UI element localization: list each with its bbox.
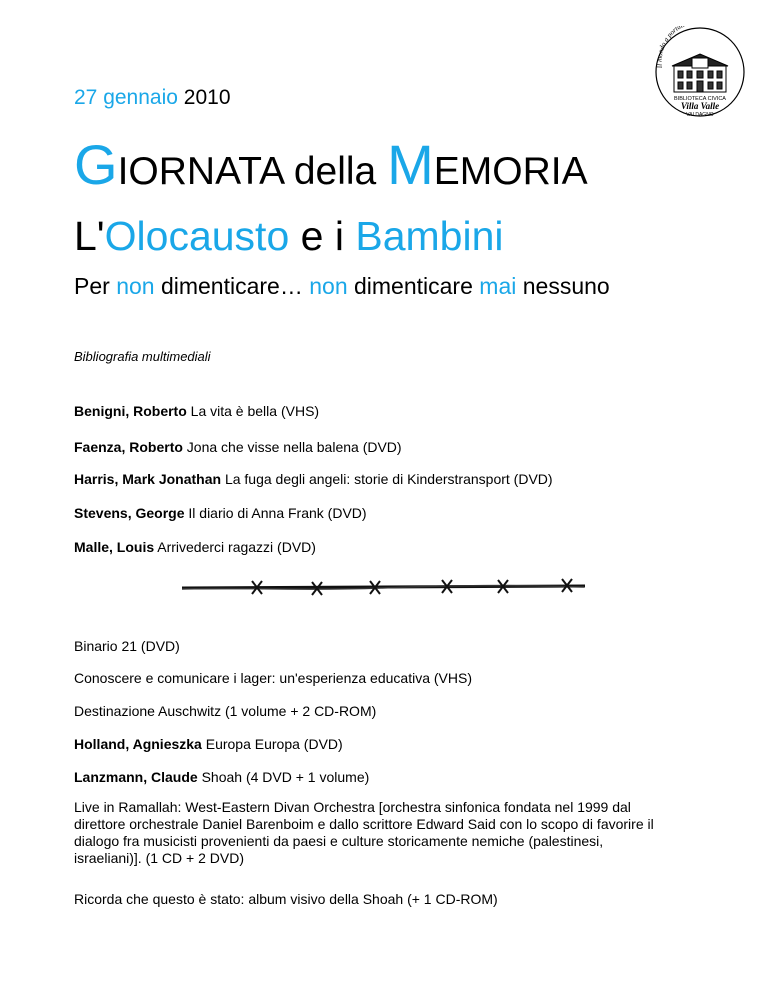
entry-author: Benigni, Roberto <box>74 403 187 419</box>
entry-title: Binario 21 (DVD) <box>74 638 180 654</box>
tagline-mai: mai <box>479 273 517 299</box>
title-initial-g: G <box>74 133 118 196</box>
list-item <box>74 670 472 686</box>
title-word-iornata: IORNATA <box>117 150 283 193</box>
date-day: 27 <box>74 86 98 109</box>
entry-author: Harris, Mark Jonathan <box>74 471 222 487</box>
tagline-dimenticare-1: dimenticare… <box>160 273 303 299</box>
entry-title: Conoscere e comunicare i lager: un'esperienza educativa (VHS) <box>74 670 472 686</box>
tagline-non-2: non <box>309 273 348 299</box>
list-item <box>74 736 343 752</box>
entry-author: Holland, Agnieszka <box>74 736 202 752</box>
entry-title: Destinazione Auschwitz (1 volume + 2 CD-ROM) <box>74 703 377 719</box>
entry-title: Arrivederci ragazzi (DVD) <box>154 539 316 555</box>
barbed-wire-icon <box>180 574 585 607</box>
title-word-della: della <box>293 150 377 193</box>
event-date <box>74 86 231 110</box>
date-year: 2010 <box>183 86 231 109</box>
list-item <box>74 471 553 487</box>
entry-author: Lanzmann, Claude <box>74 769 198 785</box>
title-word-emoria: EMORIA <box>433 150 588 193</box>
page-subtitle <box>74 213 504 260</box>
date-month: gennaio <box>103 86 178 109</box>
list-item-live-in-ramallah: Live in Ramallah: West-Eastern Divan Orchestra [orchestra sinfonica fondata nel 1999 dal direttore orchestrale Daniel Barenboim e dallo scrittore Edward Said con lo scopo di favorire il dialogo fra musicisti provenienti da paesi e culture storicamente nemiche (palestinesi, israeliani)]. (1 CD + 2 DVD) <box>74 799 654 866</box>
list-item <box>74 439 402 455</box>
tagline-non-1: non <box>116 273 155 299</box>
title2-bambini: Bambini <box>355 213 504 259</box>
title2-ei: e i <box>300 213 344 259</box>
logo-arc-text: Il mondo a porta <box>655 26 683 69</box>
entry-author: Faenza, Roberto <box>74 439 183 455</box>
entry-title: Il diario di Anna Frank (DVD) <box>184 505 367 521</box>
list-item <box>74 403 319 419</box>
entry-title: La fuga degli angeli: storie di Kinderstransport (DVD) <box>221 471 553 487</box>
title-initial-m: M <box>387 133 434 196</box>
entry-title: La vita è bella (VHS) <box>186 403 320 419</box>
list-item <box>74 505 367 521</box>
page-title <box>74 132 588 197</box>
logo-line1: BIBLIOTECA CIVICA <box>674 96 726 102</box>
title2-l: L' <box>74 213 105 259</box>
list-item <box>74 769 369 785</box>
logo-line2: Villa Valle <box>680 101 720 111</box>
logo-line3: VALDAGNO <box>686 112 714 118</box>
title2-olocausto: Olocausto <box>104 213 290 259</box>
entry-author: Stevens, George <box>74 505 185 521</box>
section-label: Bibliografia multimediali <box>74 349 211 364</box>
entry-title: Europa Europa (DVD) <box>201 736 343 752</box>
list-item <box>74 703 376 719</box>
tagline <box>74 273 610 300</box>
list-item <box>74 539 316 555</box>
tagline-dimenticare-2: dimenticare <box>354 273 473 299</box>
tagline-nessuno: nessuno <box>522 273 610 299</box>
entry-title: Shoah (4 DVD + 1 volume) <box>197 769 370 785</box>
library-villa-logo <box>648 26 748 127</box>
entry-author: Malle, Louis <box>74 539 155 555</box>
list-item-ricorda: Ricorda che questo è stato: album visivo della Shoah (+ 1 CD-ROM) <box>74 891 498 907</box>
list-item <box>74 638 180 654</box>
tagline-per: Per <box>74 273 110 299</box>
entry-title: Jona che visse nella balena (DVD) <box>182 439 402 455</box>
